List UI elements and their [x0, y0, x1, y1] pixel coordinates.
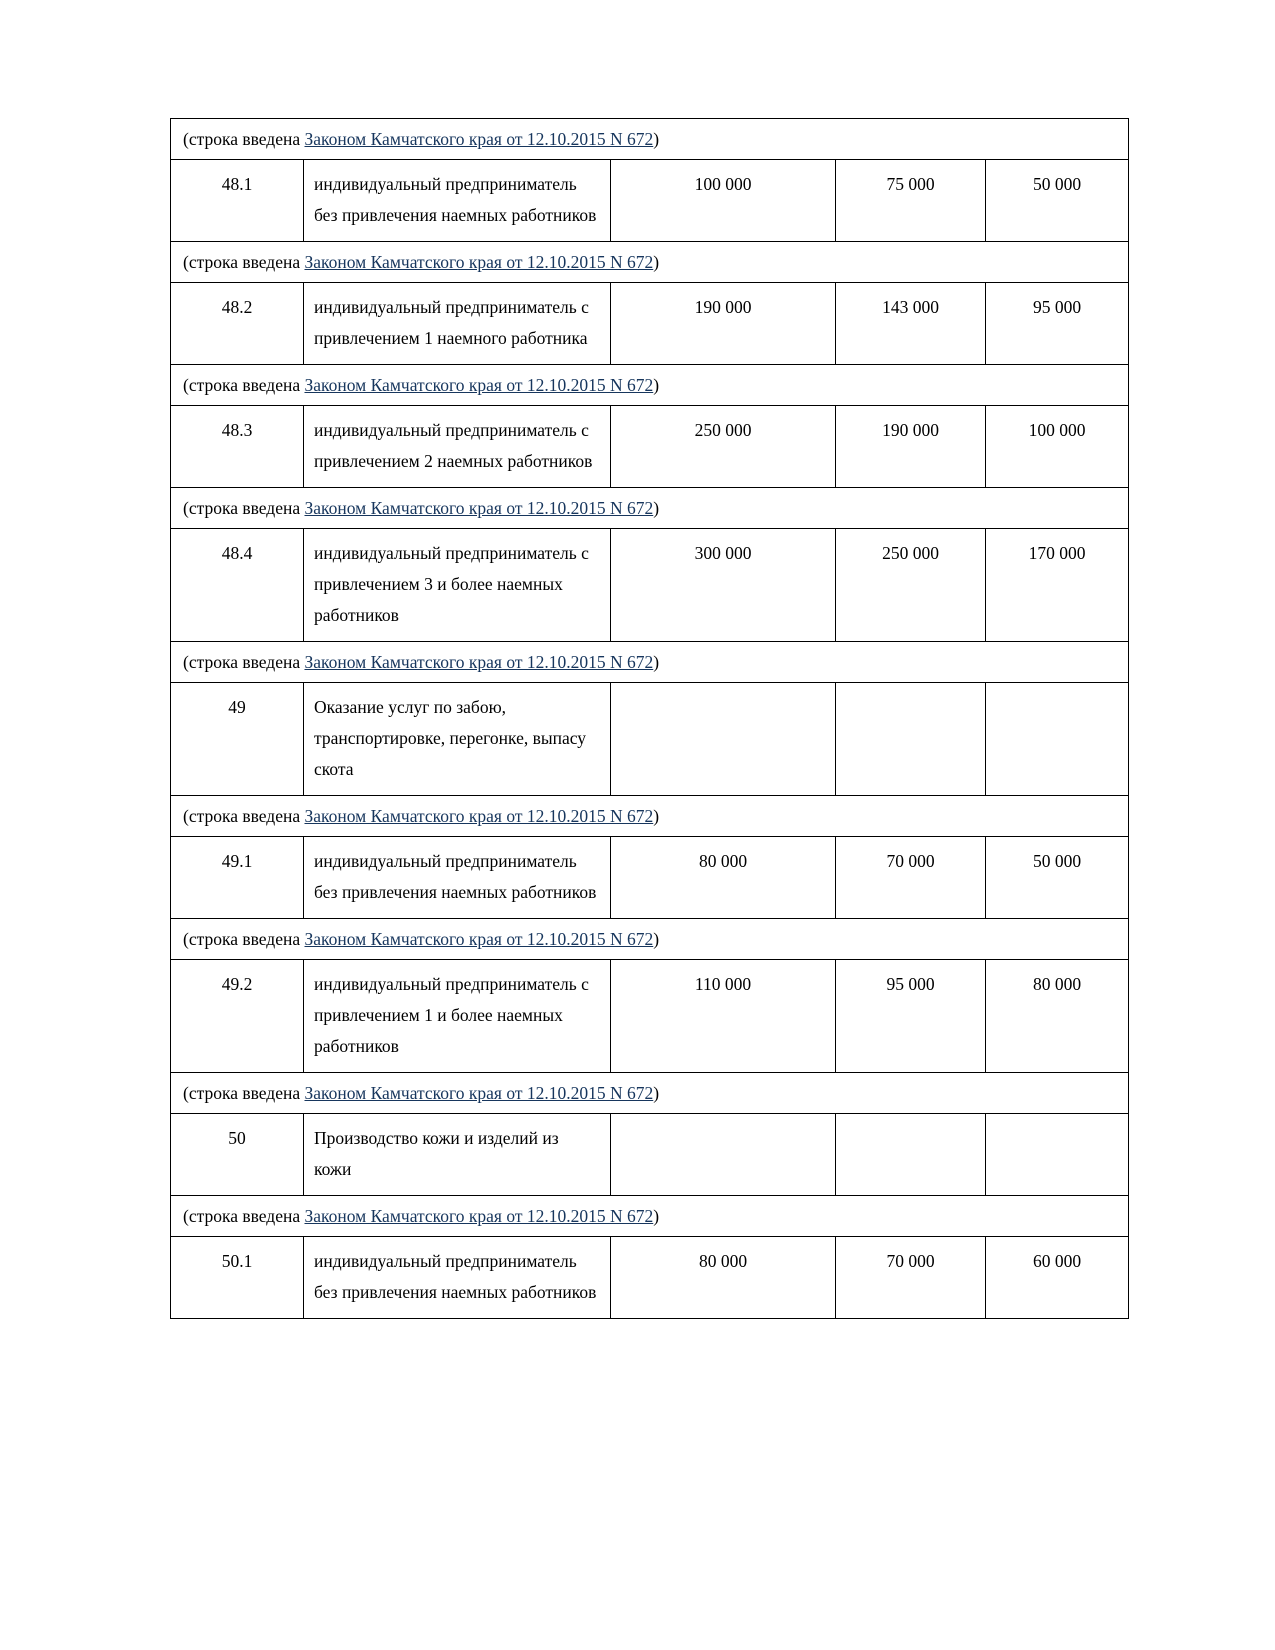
- law-reference-link[interactable]: Законом Камчатского края от 12.10.2015 N 672: [304, 1083, 654, 1103]
- row-number-cell: 49.2: [171, 960, 304, 1073]
- row-value-3-cell: 50 000: [986, 837, 1129, 919]
- note-cell: [171, 919, 1129, 960]
- table-row: [171, 1114, 1129, 1196]
- row-value-2-cell: 70 000: [836, 1237, 986, 1319]
- table-row: [171, 960, 1129, 1073]
- note-cell: [171, 119, 1129, 160]
- note-prefix: (строка введена: [183, 929, 305, 949]
- row-value-2-cell: 143 000: [836, 283, 986, 365]
- law-reference-link[interactable]: Законом Камчатского края от 12.10.2015 N 672: [304, 1206, 654, 1226]
- row-number-cell: 48.2: [171, 283, 304, 365]
- note-prefix: (строка введена: [183, 806, 305, 826]
- note-cell: [171, 1073, 1129, 1114]
- note-suffix: ): [653, 1206, 660, 1226]
- row-description-cell: Оказание услуг по забою, транспортировке, перегонке, выпасу скота: [304, 683, 611, 796]
- row-value-2-cell: 250 000: [836, 529, 986, 642]
- note-suffix: ): [653, 929, 660, 949]
- note-cell: [171, 242, 1129, 283]
- note-cell: [171, 642, 1129, 683]
- table-note-row: [171, 365, 1129, 406]
- note-cell: [171, 796, 1129, 837]
- row-value-3-cell: 60 000: [986, 1237, 1129, 1319]
- row-value-2-cell: [836, 683, 986, 796]
- law-reference-link[interactable]: Законом Камчатского края от 12.10.2015 N 672: [304, 498, 654, 518]
- table-note-row: [171, 1196, 1129, 1237]
- row-value-1-cell: 100 000: [611, 160, 836, 242]
- note-suffix: ): [653, 1083, 660, 1103]
- note-prefix: (строка введена: [183, 1206, 305, 1226]
- row-value-1-cell: 250 000: [611, 406, 836, 488]
- note-suffix: ): [653, 252, 660, 272]
- row-number-cell: 48.4: [171, 529, 304, 642]
- note-suffix: ): [653, 375, 660, 395]
- row-value-3-cell: [986, 683, 1129, 796]
- table-row: [171, 406, 1129, 488]
- table-row: [171, 1237, 1129, 1319]
- law-reference-link[interactable]: Законом Камчатского края от 12.10.2015 N 672: [304, 375, 654, 395]
- row-description-cell: индивидуальный предприниматель с привлечением 1 и более наемных работников: [304, 960, 611, 1073]
- table-note-row: [171, 1073, 1129, 1114]
- row-value-2-cell: 70 000: [836, 837, 986, 919]
- note-cell: [171, 488, 1129, 529]
- note-prefix: (строка введена: [183, 1083, 305, 1103]
- row-value-3-cell: 100 000: [986, 406, 1129, 488]
- row-value-2-cell: [836, 1114, 986, 1196]
- table-note-row: [171, 488, 1129, 529]
- row-value-1-cell: 80 000: [611, 837, 836, 919]
- table-note-row: [171, 642, 1129, 683]
- row-value-3-cell: 50 000: [986, 160, 1129, 242]
- row-number-cell: 48.1: [171, 160, 304, 242]
- table-body: [171, 119, 1129, 1319]
- row-description-cell: индивидуальный предприниматель с привлечением 1 наемного работника: [304, 283, 611, 365]
- note-prefix: (строка введена: [183, 129, 305, 149]
- row-value-1-cell: [611, 683, 836, 796]
- row-value-1-cell: [611, 1114, 836, 1196]
- row-number-cell: 50.1: [171, 1237, 304, 1319]
- law-reference-link[interactable]: Законом Камчатского края от 12.10.2015 N 672: [304, 652, 654, 672]
- row-description-cell: индивидуальный предприниматель с привлечением 2 наемных работников: [304, 406, 611, 488]
- table-note-row: [171, 919, 1129, 960]
- row-value-2-cell: 95 000: [836, 960, 986, 1073]
- row-number-cell: 48.3: [171, 406, 304, 488]
- note-prefix: (строка введена: [183, 252, 305, 272]
- note-suffix: ): [653, 498, 660, 518]
- table-row: [171, 529, 1129, 642]
- row-value-3-cell: 80 000: [986, 960, 1129, 1073]
- row-description-cell: индивидуальный предприниматель без привлечения наемных работников: [304, 1237, 611, 1319]
- note-prefix: (строка введена: [183, 498, 305, 518]
- row-value-1-cell: 300 000: [611, 529, 836, 642]
- law-reference-link[interactable]: Законом Камчатского края от 12.10.2015 N 672: [304, 929, 654, 949]
- row-value-1-cell: 80 000: [611, 1237, 836, 1319]
- row-value-2-cell: 75 000: [836, 160, 986, 242]
- table-row: [171, 683, 1129, 796]
- note-prefix: (строка введена: [183, 652, 305, 672]
- table-note-row: [171, 119, 1129, 160]
- row-number-cell: 49.1: [171, 837, 304, 919]
- note-suffix: ): [653, 806, 660, 826]
- row-description-cell: Производство кожи и изделий из кожи: [304, 1114, 611, 1196]
- law-reference-link[interactable]: Законом Камчатского края от 12.10.2015 N 672: [304, 252, 654, 272]
- table-row: [171, 837, 1129, 919]
- tax-rates-table: [170, 118, 1129, 1319]
- row-description-cell: индивидуальный предприниматель без привлечения наемных работников: [304, 837, 611, 919]
- note-cell: [171, 1196, 1129, 1237]
- row-value-2-cell: 190 000: [836, 406, 986, 488]
- row-description-cell: индивидуальный предприниматель с привлечением 3 и более наемных работников: [304, 529, 611, 642]
- note-prefix: (строка введена: [183, 375, 305, 395]
- table-row: [171, 160, 1129, 242]
- law-reference-link[interactable]: Законом Камчатского края от 12.10.2015 N 672: [304, 806, 654, 826]
- row-description-cell: индивидуальный предприниматель без привлечения наемных работников: [304, 160, 611, 242]
- note-cell: [171, 365, 1129, 406]
- row-value-1-cell: 190 000: [611, 283, 836, 365]
- row-value-3-cell: 95 000: [986, 283, 1129, 365]
- row-value-3-cell: [986, 1114, 1129, 1196]
- note-suffix: ): [653, 129, 660, 149]
- note-suffix: ): [653, 652, 660, 672]
- row-value-1-cell: 110 000: [611, 960, 836, 1073]
- table-note-row: [171, 242, 1129, 283]
- table-row: [171, 283, 1129, 365]
- row-value-3-cell: 170 000: [986, 529, 1129, 642]
- table-note-row: [171, 796, 1129, 837]
- law-reference-link[interactable]: Законом Камчатского края от 12.10.2015 N 672: [304, 129, 654, 149]
- row-number-cell: 50: [171, 1114, 304, 1196]
- row-number-cell: 49: [171, 683, 304, 796]
